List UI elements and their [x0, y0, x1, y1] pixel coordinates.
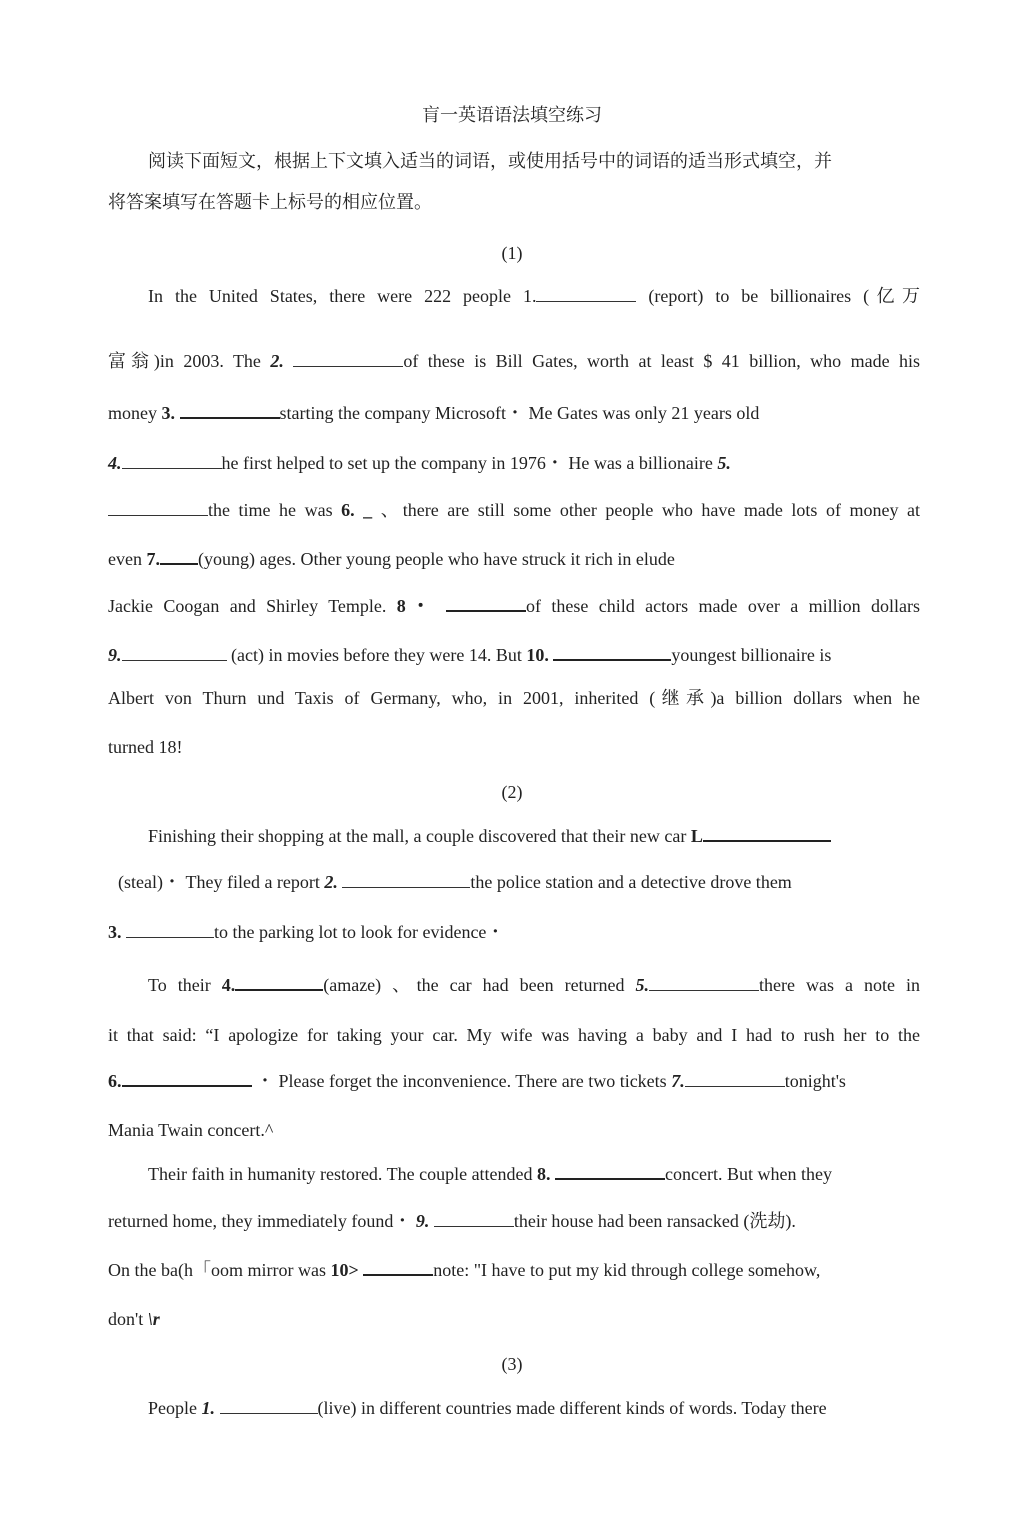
answer-blank-10[interactable]	[553, 643, 671, 661]
page-title: 肓一英语语法填空练习	[422, 105, 602, 125]
passage-3-line-1	[148, 1396, 900, 1420]
passage-2-line-11	[108, 1307, 920, 1331]
text: (amaze) 、the car had been returned	[323, 975, 636, 995]
text: the police station and a detective drove them	[470, 872, 792, 892]
question-number: 1.	[201, 1398, 215, 1418]
question-number: 10>	[330, 1260, 359, 1280]
text: to the parking lot to look for evidence・	[214, 922, 505, 942]
answer-blank-4[interactable]	[122, 452, 222, 469]
text: starting the company Microsoft・ Me Gates was only 21 years old	[279, 403, 760, 423]
question-number: 9.	[415, 1211, 430, 1231]
text: To their	[148, 975, 222, 995]
text: Their faith in humanity restored. The couple attended	[148, 1164, 538, 1184]
text: returned home, they immediately found・	[108, 1211, 416, 1231]
passage-2-heading: (2)	[501, 782, 523, 802]
passage-1-line-5	[108, 498, 920, 522]
question-number: 9.	[108, 645, 122, 665]
question-number: 10.	[526, 645, 549, 665]
question-number: 5.	[717, 453, 731, 473]
question-number: 3.	[161, 403, 175, 423]
passage-1-line-7	[108, 594, 920, 618]
text: don't	[108, 1309, 148, 1329]
answer-blank-p3-1[interactable]	[220, 1397, 318, 1414]
answer-blank-p2-2[interactable]	[342, 871, 470, 888]
passage-1-line-3	[108, 401, 848, 425]
passage-2-line-2	[118, 870, 863, 894]
answer-blank-3[interactable]	[180, 401, 280, 419]
text: (young) ages. Other young people who have struck it rich in elude	[197, 549, 675, 569]
text: On the ba(h「oom mirror was	[108, 1260, 331, 1280]
text: In the United States, there were 222 people 1.	[148, 286, 537, 306]
passage-2-line-4	[148, 973, 920, 997]
text: their house had been ransacked (洗劫).	[513, 1211, 796, 1231]
text: the time he was	[208, 500, 342, 520]
text: there was a note in	[759, 975, 920, 995]
question-number: L	[690, 826, 703, 846]
passage-2-line-9	[108, 1209, 878, 1233]
passage-2-line-10	[108, 1258, 895, 1282]
passage-2-line-3	[108, 920, 920, 944]
passage-1-line-2	[108, 349, 920, 373]
answer-blank-p2-5[interactable]	[649, 974, 759, 991]
question-number: 6. _	[341, 500, 373, 520]
text: ・ Please forget the inconvenience. There are two tickets	[256, 1071, 672, 1091]
answer-blank-7[interactable]	[160, 547, 198, 565]
passage-2-line-8	[148, 1162, 900, 1186]
answer-blank-2[interactable]	[293, 350, 403, 367]
answer-blank-p2-1[interactable]	[703, 824, 831, 842]
text: of these child actors made over a million dollars	[525, 596, 920, 616]
passage-2-line-7: Mania Twain concert.^	[108, 1120, 274, 1140]
text: Finishing their shopping at the mall, a couple discovered that their new car	[148, 826, 691, 846]
answer-blank-p2-6[interactable]	[122, 1069, 252, 1087]
text: of these is Bill Gates, worth at least $ 41 billion, who made his	[403, 351, 921, 371]
text: even	[108, 549, 147, 569]
passage-1-heading: (1)	[501, 243, 523, 263]
question-number: 2.	[270, 351, 284, 371]
passage-1-line-8	[108, 643, 893, 667]
answer-blank-8[interactable]	[446, 594, 526, 612]
question-number: 4.	[221, 975, 236, 995]
passage-3-heading: (3)	[501, 1354, 523, 1374]
text: (steal)・ They filed a report	[118, 872, 325, 892]
passage-1-line-9: Albert von Thurn und Taxis of Germany, who, in 2001, inherited (继承)a billion dollars when he	[108, 688, 920, 708]
question-number: 8.	[537, 1164, 551, 1184]
answer-blank-p2-9[interactable]	[434, 1210, 514, 1227]
answer-blank-p2-7[interactable]	[685, 1070, 785, 1087]
answer-blank-5[interactable]	[108, 499, 208, 516]
answer-blank-p2-4[interactable]	[235, 973, 323, 991]
answer-blank-p2-3[interactable]	[126, 921, 214, 938]
question-number: 4.	[108, 453, 122, 473]
text: People	[148, 1398, 202, 1418]
text: 富翁)in 2003. The	[108, 351, 271, 371]
text: (act) in movies before they were 14. But	[231, 645, 527, 665]
text: note: "I have to put my kid through college somehow,	[433, 1260, 821, 1280]
text: Jackie Coogan and Shirley Temple.	[108, 596, 397, 616]
question-number: 7.	[671, 1071, 685, 1091]
answer-blank-p2-8[interactable]	[555, 1162, 665, 1180]
text: (report) to be billionaires (亿万	[648, 286, 921, 306]
text: tonight's	[784, 1071, 846, 1091]
text: concert. But when they	[665, 1164, 832, 1184]
text: he first helped to set up the company in 1976・ He was a billionaire	[221, 453, 718, 473]
question-number: 5.	[635, 975, 650, 995]
question-number: 6.	[108, 1071, 122, 1091]
question-number: 7.	[146, 549, 160, 569]
question-number: \r	[147, 1309, 160, 1329]
text: youngest billionaire is	[671, 645, 832, 665]
passage-1-line-10: turned 18!	[108, 737, 183, 757]
passage-1-line-1	[148, 284, 920, 308]
text: 、there are still some other people who have made lots of money at	[380, 500, 921, 520]
question-number: 3.	[108, 922, 122, 942]
answer-blank-1[interactable]	[536, 285, 636, 302]
text: money	[108, 403, 162, 423]
question-number: 8・	[396, 596, 436, 616]
passage-1-line-4	[108, 451, 920, 475]
passage-2-line-5: it that said: “I apologize for taking your car. My wife was having a baby and I had to rush her to the	[108, 1025, 920, 1045]
passage-1-line-6	[108, 547, 920, 571]
instructions-line-1: 阅读下面短文，根据上下文填入适当的词语，或使用括号中的词语的适当形式填空，并	[148, 151, 832, 171]
instructions-line-2: 将答案填写在答题卡上标号的相应位置。	[108, 192, 432, 212]
question-number: 2.	[324, 872, 338, 892]
answer-blank-p2-10[interactable]	[363, 1258, 433, 1276]
passage-2-line-6	[108, 1069, 903, 1093]
text: (live) in different countries made different kinds of words. Today there	[317, 1398, 827, 1418]
passage-2-line-1	[148, 824, 920, 848]
answer-blank-9[interactable]	[122, 644, 227, 661]
